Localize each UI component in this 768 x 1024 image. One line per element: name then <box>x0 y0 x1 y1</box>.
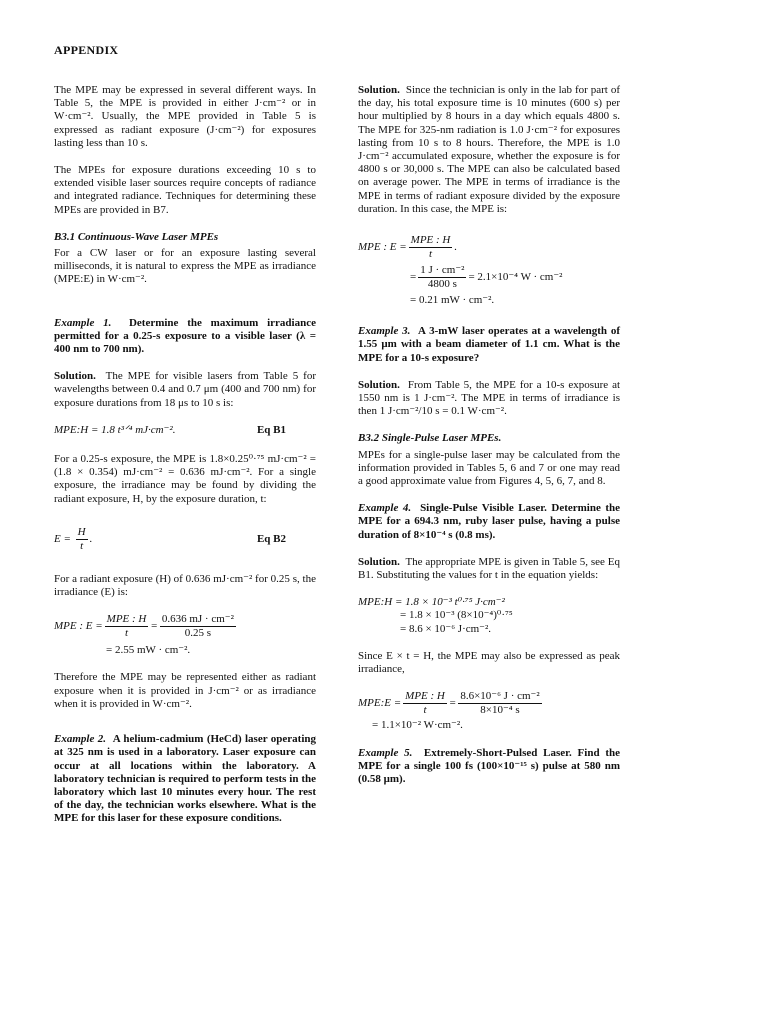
math-block-2: MPE : E = $\frac{\text{MPE : H}}{t}$ . = $\frac{\text{1 J · cm⁻²}}{4800 s}$ = 2.1×10⁻⁴ W · cm⁻² = 0.21 mW · cm⁻². <box>358 234 620 307</box>
equation-b1-expression: MPE:H = 1.8 t³ᐟ⁴ mJ·cm⁻². <box>54 423 176 436</box>
example-3-text: A 3-mW laser operates at a wavelength of 1.55 μm with a beam diameter of 1.1 cm. What is the MPE for a 10-s exposure? <box>358 325 620 364</box>
equation-b2 <box>54 526 316 553</box>
math4-den2: 8×10⁻⁴ s <box>480 704 520 717</box>
equation-b2-expression: E = $\frac{H}{t}$ . <box>54 525 93 552</box>
solution-1 <box>54 370 316 410</box>
equation-b2-denominator: t <box>80 539 84 552</box>
math3-line-1: MPE:H = 1.8 × 10⁻³ t⁰·⁷⁵ J·cm⁻² <box>358 596 505 609</box>
solution-2 <box>358 84 620 216</box>
section-title-b3-1: B3.1 Continuous-Wave Laser MPEs <box>54 230 219 243</box>
example-1 <box>54 317 316 357</box>
solution-4-label: Solution. <box>358 555 400 568</box>
paragraph-mpe-representation: Therefore the MPE may be represented either as radiant exposure when it is provided in J·cm⁻² or as irradiance when it is provided in W·cm⁻². <box>54 671 316 710</box>
solution-2-label: Solution. <box>358 84 400 96</box>
solution-1-label: Solution. <box>54 370 96 383</box>
example-4-label: Example 4. <box>358 502 412 515</box>
math1-fraction-1 <box>105 613 149 640</box>
math4-fraction-1 <box>403 690 447 717</box>
solution-2-text: Since the technician is only in the lab for part of the day, his total exposure time is 10 minutes (600 s) per hour multiplied by 8 hours in a day which equals 4800 s. The MPE for 325-nm radiation is 1.0 J·cm⁻² for exposures lasting from 10 s to 8 hours. Therefore, the MPE is 1.0 J·cm⁻² accumulated exposure, whether the exposure is for 4800 s or 30,000 s. The MPE can also be calculated based on average power. The MPE in terms of irradiance is the MPE in terms of radiant exposure divided by the exposure duration. In this case, the MPE is: <box>358 84 620 215</box>
math2-fraction-1 <box>409 234 453 261</box>
section-body-b3-2: MPEs for a single-pulse laser may be calculated from the information provided in Tables 5, 6 and 7 or one may read a good approximate value from Figures 4, 5, 6, 7, and 8. <box>358 448 620 488</box>
math2-num1: MPE : H <box>410 234 451 247</box>
equation-b1 <box>54 424 316 437</box>
math2-num2: 1 J · cm⁻² <box>420 264 465 277</box>
math1-den1: t <box>125 627 129 640</box>
example-5-label: Example 5. <box>358 746 413 759</box>
math1-lhs: MPE : E = <box>54 620 103 633</box>
solution-3 <box>358 379 620 419</box>
paragraph-radiant-exposure: For a radiant exposure (H) of 0.636 mJ·cm⁻² for 0.25 s, the irradiance (E) is: <box>54 572 316 599</box>
equation-b2-fraction <box>76 526 88 553</box>
example-3-label: Example 3. <box>358 325 411 338</box>
paragraph-mpe-intro: The MPE may be expressed in several different ways. In Table 5, the MPE is provided in either J·cm⁻² or in W·cm⁻². Usually, the MPE provided in Table 5 is expressed as radiant exposure (J·cm⁻²) for exposures lasting less than 10 s. <box>54 84 316 149</box>
math-block-3 <box>358 596 620 636</box>
math1-num1: MPE : H <box>106 613 147 626</box>
paragraph-irradiance-calc: For a 0.25-s exposure, the MPE is 1.8×0.25⁰·⁷⁵ mJ·cm⁻² = (1.8 × 0.354) mJ·cm⁻² = 0.636 mJ·cm⁻². For a single exposure, the irradiance may be found by dividing the radiant exposure, H, by the exposure duration, t: <box>54 453 316 505</box>
math4-lhs: MPE:E = <box>358 697 402 710</box>
page-header: APPENDIX <box>54 43 119 57</box>
math1-num2: 0.636 mJ · cm⁻² <box>161 613 234 626</box>
paragraph-peak-irradiance: Since E × t = H, the MPE may also be expressed as peak irradiance, <box>358 649 620 676</box>
section-body-b3-1: For a CW laser or for an exposure lasting several milliseconds, it is natural to express the MPE as irradiance (MPE:E) in W·cm⁻². <box>54 247 316 286</box>
math2-result-1: = 2.1×10⁻⁴ W · cm⁻² <box>468 270 563 283</box>
math3-line-3: = 8.6 × 10⁻⁶ J·cm⁻². <box>400 622 492 635</box>
math1-result: = 2.55 mW · cm⁻². <box>106 644 191 657</box>
example-4-text: Single-Pulse Visible Laser. Determine the MPE for a 694.3 nm, ruby laser pulse, having a pulse duration of 8×10⁻⁴ s (0.8 ms). <box>358 502 621 541</box>
math4-result: = 1.1×10⁻² W·cm⁻². <box>372 719 463 732</box>
math2-lhs: MPE : E = <box>358 240 407 253</box>
math1-fraction-2 <box>160 613 236 640</box>
example-2-label: Example 2. <box>54 733 106 746</box>
equation-b2-label: Eq B2 <box>256 532 286 545</box>
section-title-b3-2: B3.2 Single-Pulse Laser MPEs. <box>358 432 502 445</box>
equation-b2-numerator: H <box>77 525 86 538</box>
math-block-4: MPE:E = $\frac{\text{MPE : H}}{t}$ = $\frac{\text{8.6×10⁻⁶ J · cm⁻²}}{\text{8×10⁻⁴ s}}$ = 1.1×10⁻² W·cm⁻². <box>358 690 620 732</box>
equation-b2-lhs: E = <box>54 532 71 545</box>
math4-num1: MPE : H <box>405 690 445 703</box>
math1-den2: 0.25 s <box>184 627 211 640</box>
solution-1-text: The MPE for visible lasers from Table 5 for wavelengths between 0.4 and 0.7 μm (400 and 700 nm) for exposure durations from 18 μs to 10 s is: <box>54 370 316 409</box>
math2-result-2: = 0.21 mW · cm⁻². <box>410 294 495 307</box>
example-3 <box>358 325 620 365</box>
math-block-1: MPE : E = $\frac{\text{MPE : H}}{t}$ = $\frac{\text{0.636 mJ · cm⁻²}}{0.25 s}$ = 2.55 mW · cm⁻². <box>54 613 316 657</box>
paragraph-extended-sources: The MPEs for exposure durations exceeding 10 s to extended visible laser sources require concepts of radiance and integrated radiance. Techniques for determining these MPEs are provided in B7. <box>54 164 316 216</box>
example-5 <box>358 747 620 787</box>
example-4 <box>358 502 620 542</box>
left-column <box>54 84 316 840</box>
solution-3-text: From Table 5, the MPE for a 10-s exposure at 1550 nm is 1 J·cm⁻². The MPE in terms of irradiance is then 1 J·cm⁻²/10 s = 0.1 W·cm⁻². <box>358 378 621 418</box>
math2-fraction-2 <box>418 264 466 291</box>
example-1-label: Example 1. <box>54 316 112 329</box>
example-2-text: A helium-cadmium (HeCd) laser operating at 325 nm is used in a laboratory. Laser exposure can occur at all locations within the laboratory. A laboratory technician is required to perform tests in the laboratory which last 10 minutes every hour. The rest of the day, the technician works elsewhere. What is the MPE for this laser for these exposure conditions. <box>54 733 316 825</box>
math2-den1: t <box>429 248 433 261</box>
right-column <box>358 84 620 800</box>
math4-num2: 8.6×10⁻⁶ J · cm⁻² <box>460 690 540 703</box>
math4-fraction-2 <box>458 690 541 717</box>
equation-b1-label: Eq B1 <box>256 423 286 436</box>
math3-line-2: = 1.8 × 10⁻³ (8×10⁻⁴)⁰·⁷⁵ <box>400 609 513 622</box>
math4-den1: t <box>423 704 427 717</box>
solution-4-text: The appropriate MPE is given in Table 5, see Eq B1. Substituting the values for t in the equation yields: <box>358 555 620 582</box>
example-5-text: Extremely-Short-Pulsed Laser. Find the MPE for a single 100 fs (100×10⁻¹⁵ s) pulse at 580 nm (0.58 μm). <box>358 746 620 785</box>
math2-den2: 4800 s <box>427 278 457 291</box>
example-1-text: Determine the maximum irradiance permitted for a 0.25-s exposure to a visible laser (λ = 400 nm to 700 nm). <box>54 316 316 356</box>
solution-4 <box>358 556 620 582</box>
example-2 <box>54 733 316 825</box>
solution-3-label: Solution. <box>358 378 400 391</box>
